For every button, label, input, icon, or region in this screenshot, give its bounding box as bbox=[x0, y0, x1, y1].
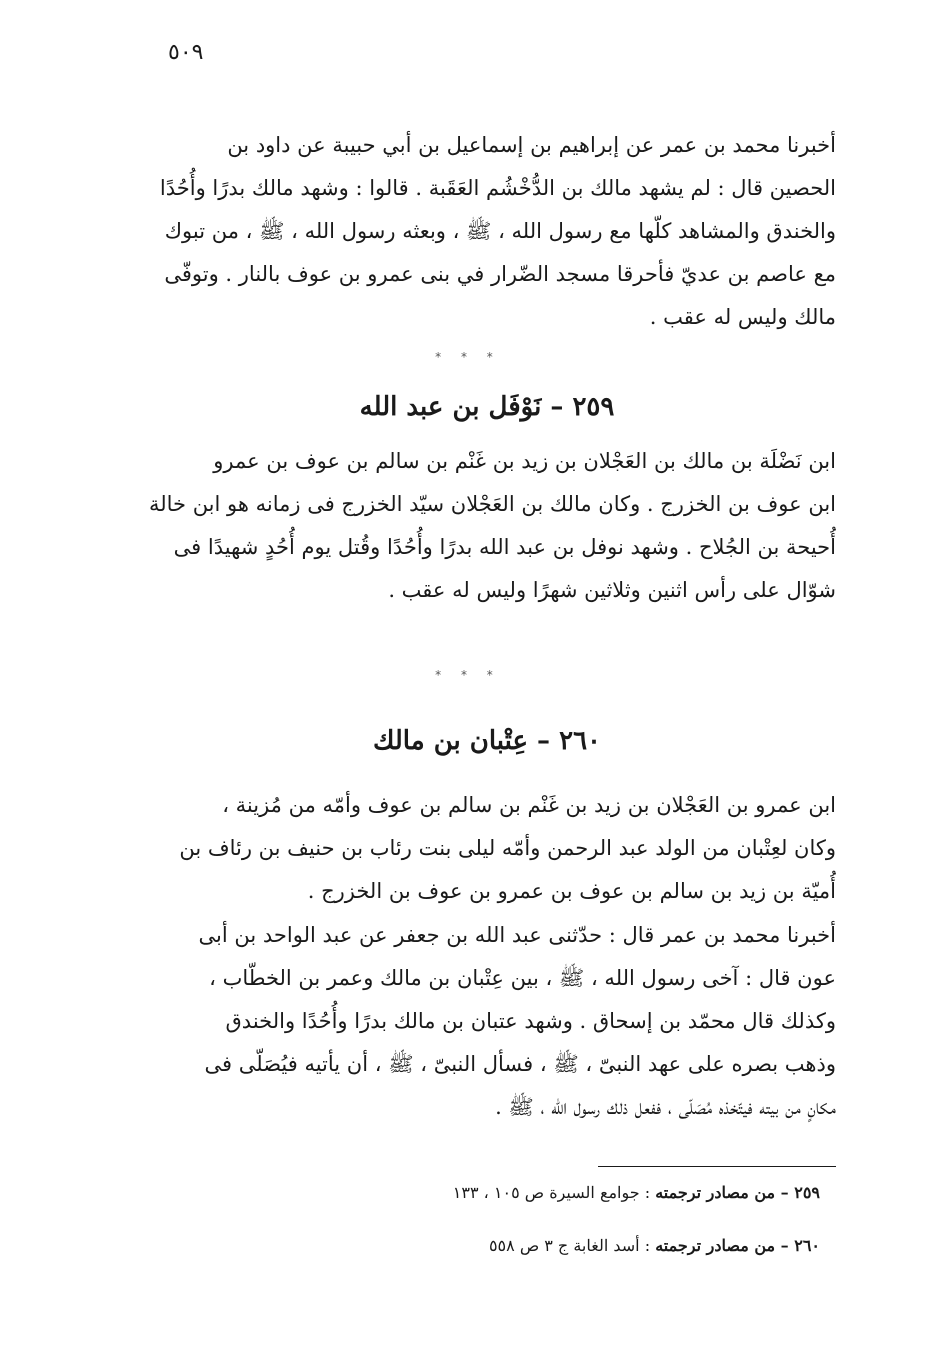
text-line: أخبرنا محمد بن عمر عن إبراهيم بن إسماعيل بن أبي حبيبة عن داود بن bbox=[227, 133, 836, 157]
section-separator: * * * bbox=[435, 668, 501, 682]
paragraph-malik-bin-dukhshum bbox=[138, 124, 836, 339]
text-line: ابن عمرو بن العَجْلان بن زيد بن غَنْم بن سالم بن عوف وأمّه من مُزينة ، bbox=[222, 793, 836, 817]
footnote-label: ٢٥٩ – من مصادر ترجمته bbox=[655, 1183, 820, 1202]
text-line: وكذلك قال محمّد بن إسحاق . وشهد عتبان بن مالك بدرًا وأُحُدًا والخندق bbox=[225, 1009, 836, 1033]
text-line: ابن نَضْلَة بن مالك بن العَجْلان بن زيد بن غَنْم بن سالم بن عوف بن عمرو bbox=[213, 449, 836, 473]
footnote-rule bbox=[598, 1166, 836, 1167]
heading-nawfal: ٢٥٩ – نَوْفَل بن عبد الله bbox=[359, 392, 615, 422]
text-line: والخندق والمشاهد كلّها مع رسول الله ، ﷺ ، وبعثه رسول الله ، ﷺ ، من تبوك bbox=[164, 219, 836, 243]
paragraph-nawfal bbox=[138, 440, 836, 612]
text-line: أُحيحة بن الجُلاح . وشهد نوفل بن عبد الله بدرًا وأُحُدًا وقُتل يوم أُحُدٍ شهيدًا فى bbox=[173, 535, 836, 559]
text-line: الحصين قال : لم يشهد مالك بن الدُّخْشُم العَقَبة . قالوا : وشهد مالك بدرًا وأُحُدًا bbox=[159, 176, 836, 200]
text-line: أخبرنا محمد بن عمر قال : حدّثنى عبد الله بن جعفر عن عبد الواحد بن أبى bbox=[198, 923, 836, 947]
footnote-260 bbox=[300, 1236, 820, 1255]
paragraph-itban-lineage bbox=[138, 784, 836, 913]
footnote-label: ٢٦٠ – من مصادر ترجمته bbox=[655, 1236, 820, 1255]
footnote-259 bbox=[300, 1183, 820, 1202]
text-line: وذهب بصره على عهد النبىّ ، ﷺ ، فسأل النبىّ ، ﷺ ، أن يأتيه فيُصَلّى فى bbox=[204, 1052, 836, 1076]
text-line: شوّال على رأس اثنين وثلاثين شهرًا وليس له عقب . bbox=[388, 578, 836, 602]
footnote-text: : جوامع السيرة ص ١٠٥ ، ١٣٣ bbox=[452, 1183, 656, 1202]
text-line: مالك وليس له عقب . bbox=[649, 305, 836, 329]
text-line: عون قال : آخى رسول الله ، ﷺ ، بين عِتْبان بن مالك وعمر بن الخطّاب ، bbox=[209, 966, 836, 990]
text-line: وكان لعِتْبان من الولد عبد الرحمن وأمّه ليلى بنت رئاب بن حنيف بن رئاف بن bbox=[179, 836, 836, 860]
text-line: مع عاصم بن عديّ فأحرقا مسجد الضّرار في بنى عمرو بن عوف بالنار . وتوفّى bbox=[164, 262, 836, 286]
text-line: مكانٍ من بيته فيتّخذه مُصَلّى ، ففعل ذلك رسول الله ، ﷺ . bbox=[495, 1095, 836, 1119]
text-line: أُميّة بن زيد بن سالم بن عوف بن عمرو بن عوف بن الخزرج . bbox=[307, 879, 836, 903]
section-separator: * * * bbox=[435, 350, 501, 364]
text-line: ابن عوف بن الخزرج . وكان مالك بن العَجْلان سيّد الخزرج فى زمانه هو ابن خالة bbox=[148, 492, 836, 516]
heading-itban: ٢٦٠ – عِتْبان بن مالك bbox=[372, 726, 602, 756]
page-number: ٥٠٩ bbox=[168, 40, 204, 65]
paragraph-itban-brotherhood bbox=[138, 914, 836, 1129]
footnote-text: : أسد الغابة ج ٣ ص ٥٥٨ bbox=[488, 1236, 656, 1255]
